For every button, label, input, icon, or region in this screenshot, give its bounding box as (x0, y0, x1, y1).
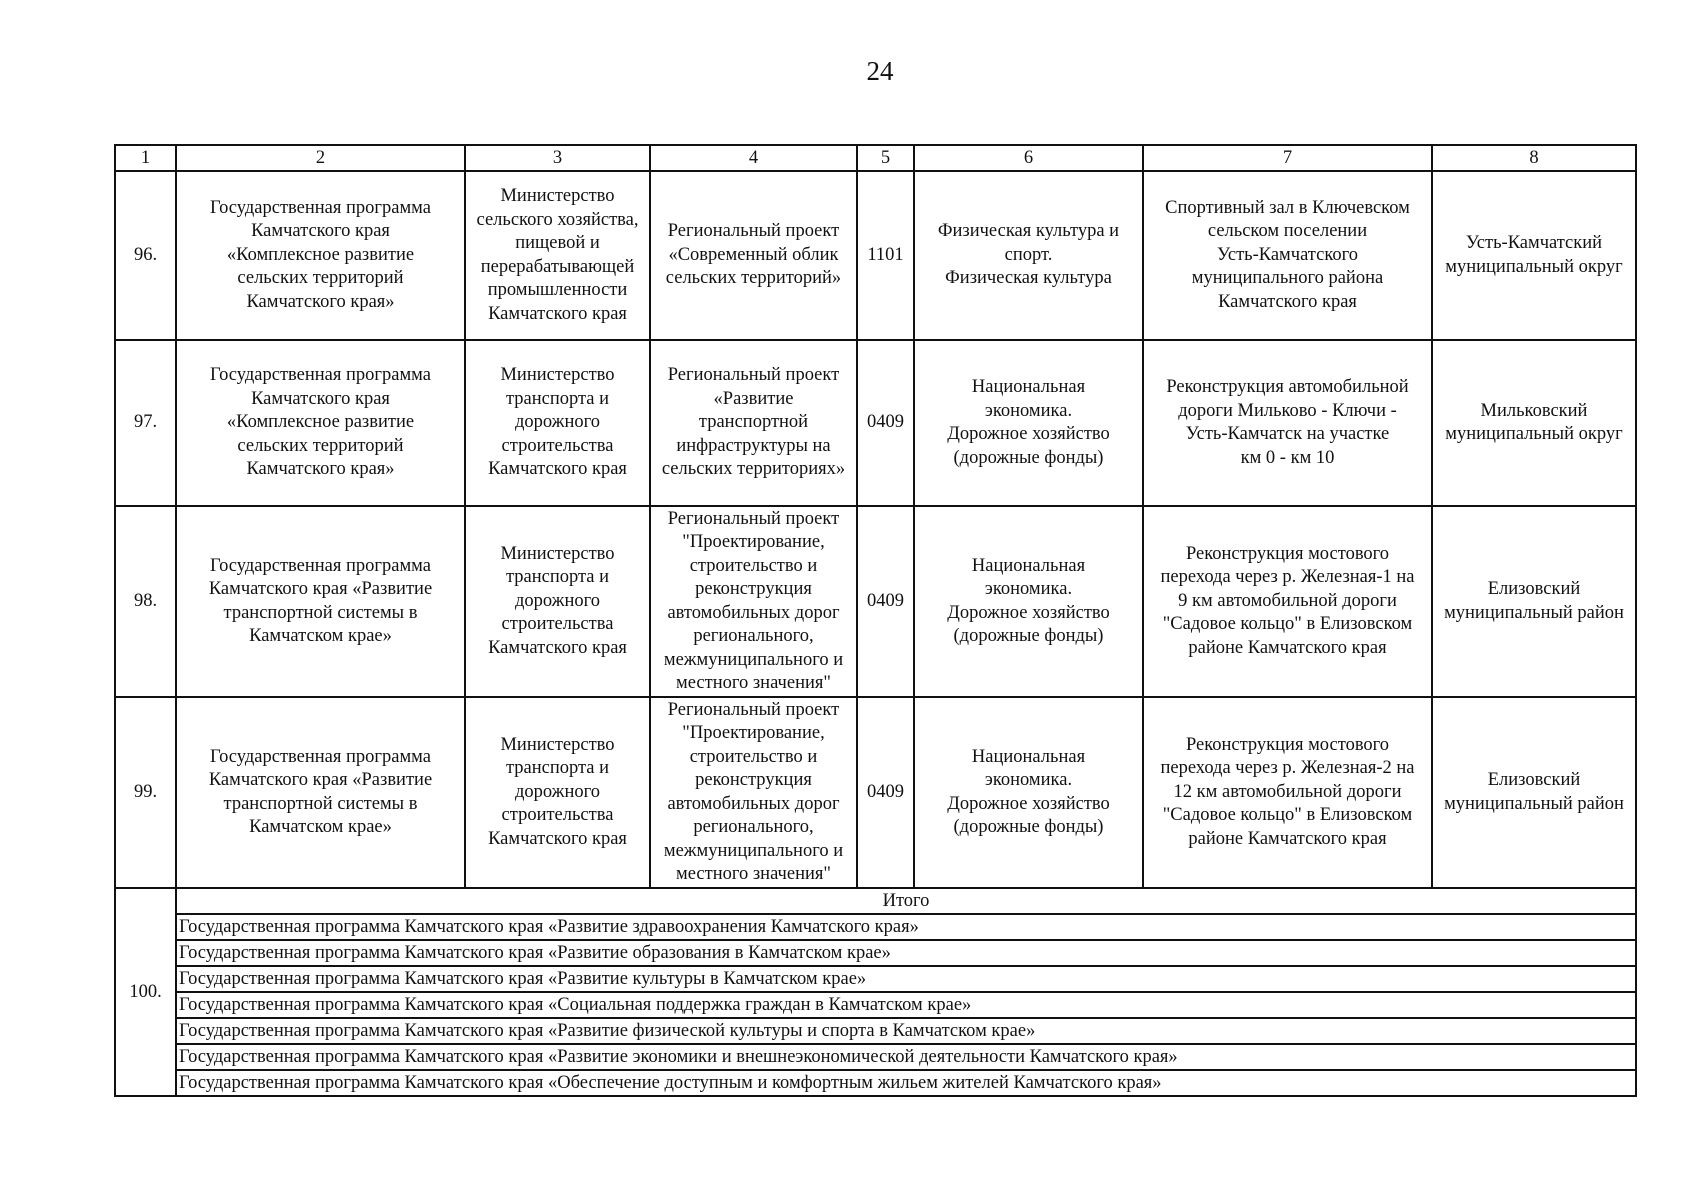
total-program-row (115, 940, 1636, 966)
total-program-row (115, 1018, 1636, 1044)
column-header: 6 (914, 145, 1143, 171)
total-program-row (115, 1070, 1636, 1096)
total-program-row (115, 966, 1636, 992)
ministry-cell: Министерство транспорта и дорожного строительства Камчатского края (465, 506, 650, 697)
total-label: Итого (176, 888, 1636, 914)
row-number: 100. (115, 888, 176, 1096)
row-number: 97. (115, 340, 176, 506)
column-header: 8 (1432, 145, 1636, 171)
section-cell: Национальная экономика. Дорожное хозяйство (дорожные фонды) (914, 340, 1143, 506)
code-cell: 0409 (857, 340, 914, 506)
program-cell: Государственная программа Камчатского края «Комплексное развитие сельских территорий Камчатского края» (176, 171, 465, 340)
code-cell: 1101 (857, 171, 914, 340)
column-header: 2 (176, 145, 465, 171)
municipality-cell: Елизовский муниципальный район (1432, 697, 1636, 888)
table-row (115, 340, 1636, 506)
object-cell: Реконструкция мостового перехода через р. Железная-2 на 12 км автомобильной дороги "Садовое кольцо" в Елизовском районе Камчатского края (1143, 697, 1432, 888)
table-row (115, 171, 1636, 340)
table-row (115, 697, 1636, 888)
allocation-table (114, 144, 1637, 1097)
total-program-row (115, 992, 1636, 1018)
column-header: 3 (465, 145, 650, 171)
ministry-cell: Министерство транспорта и дорожного строительства Камчатского края (465, 697, 650, 888)
total-header-row (115, 888, 1636, 914)
project-cell: Региональный проект «Современный облик сельских территорий» (650, 171, 857, 340)
total-program-cell: Государственная программа Камчатского края «Развитие физической культуры и спорта в Камчатском крае» (176, 1018, 1636, 1044)
column-number-row (115, 145, 1636, 171)
total-program-cell: Государственная программа Камчатского края «Социальная поддержка граждан в Камчатском крае» (176, 992, 1636, 1018)
column-header: 7 (1143, 145, 1432, 171)
section-cell: Национальная экономика. Дорожное хозяйство (дорожные фонды) (914, 506, 1143, 697)
total-program-row (115, 1044, 1636, 1070)
section-cell: Национальная экономика. Дорожное хозяйство (дорожные фонды) (914, 697, 1143, 888)
code-cell: 0409 (857, 506, 914, 697)
total-program-row (115, 914, 1636, 940)
municipality-cell: Усть-Камчатский муниципальный округ (1432, 171, 1636, 340)
project-cell: Региональный проект «Развитие транспортной инфраструктуры на сельских территориях» (650, 340, 857, 506)
column-header: 4 (650, 145, 857, 171)
total-program-cell: Государственная программа Камчатского края «Развитие экономики и внешнеэкономической деятельности Камчатского края» (176, 1044, 1636, 1070)
program-cell: Государственная программа Камчатского края «Комплексное развитие сельских территорий Камчатского края» (176, 340, 465, 506)
object-cell: Спортивный зал в Ключевском сельском поселении Усть-Камчатского муниципального района Камчатского края (1143, 171, 1432, 340)
municipality-cell: Мильковский муниципальный округ (1432, 340, 1636, 506)
program-cell: Государственная программа Камчатского края «Развитие транспортной системы в Камчатском крае» (176, 697, 465, 888)
municipality-cell: Елизовский муниципальный район (1432, 506, 1636, 697)
project-cell: Региональный проект "Проектирование, строительство и реконструкция автомобильных дорог регионального, межмуниципального и местного значения" (650, 506, 857, 697)
total-program-cell: Государственная программа Камчатского края «Развитие культуры в Камчатском крае» (176, 966, 1636, 992)
row-number: 99. (115, 697, 176, 888)
row-number: 96. (115, 171, 176, 340)
ministry-cell: Министерство транспорта и дорожного строительства Камчатского края (465, 340, 650, 506)
code-cell: 0409 (857, 697, 914, 888)
program-cell: Государственная программа Камчатского края «Развитие транспортной системы в Камчатском крае» (176, 506, 465, 697)
object-cell: Реконструкция автомобильной дороги Мильково - Ключи - Усть-Камчатск на участке км 0 - км 10 (1143, 340, 1432, 506)
ministry-cell: Министерство сельского хозяйства, пищевой и перерабатывающей промышленности Камчатского края (465, 171, 650, 340)
project-cell: Региональный проект "Проектирование, строительство и реконструкция автомобильных дорог регионального, межмуниципального и местного значения" (650, 697, 857, 888)
column-header: 5 (857, 145, 914, 171)
total-program-cell: Государственная программа Камчатского края «Обеспечение доступным и комфортным жильем жителей Камчатского края» (176, 1070, 1636, 1096)
section-cell: Физическая культура и спорт. Физическая культура (914, 171, 1143, 340)
total-program-cell: Государственная программа Камчатского края «Развитие образования в Камчатском крае» (176, 940, 1636, 966)
row-number: 98. (115, 506, 176, 697)
column-header: 1 (115, 145, 176, 171)
total-program-cell: Государственная программа Камчатского края «Развитие здравоохранения Камчатского края» (176, 914, 1636, 940)
table-row (115, 506, 1636, 697)
page-number: 24 (866, 56, 894, 86)
object-cell: Реконструкция мостового перехода через р. Железная-1 на 9 км автомобильной дороги "Садовое кольцо" в Елизовском районе Камчатского края (1143, 506, 1432, 697)
